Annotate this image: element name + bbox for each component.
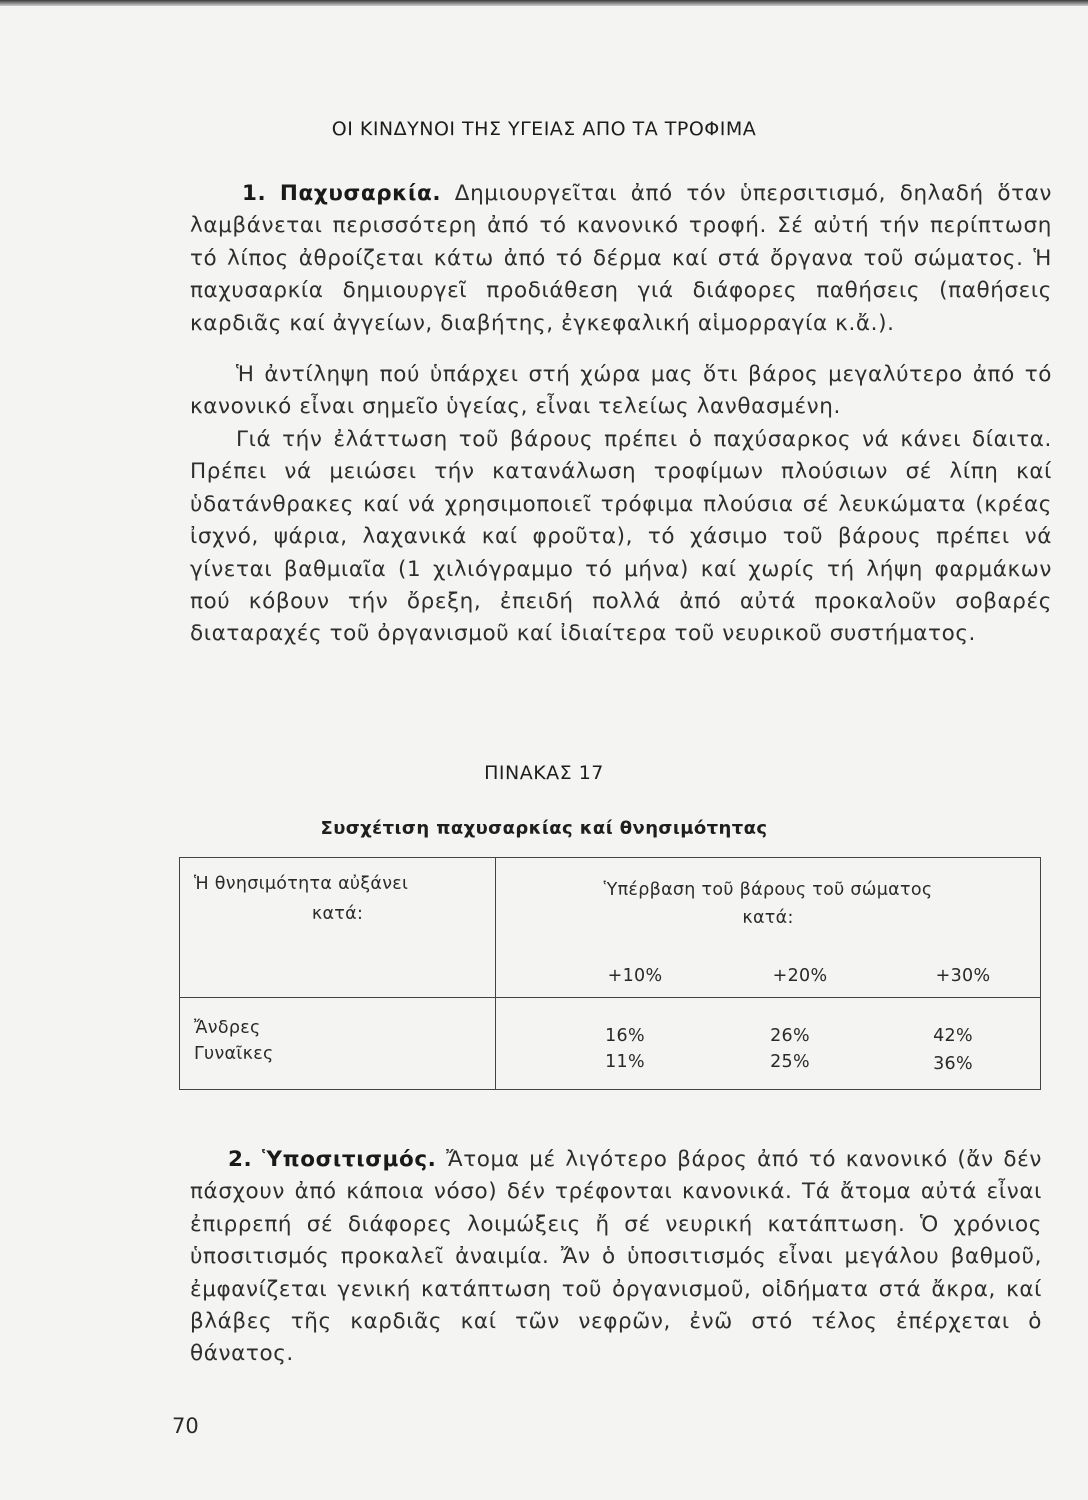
table-column-header: +10% (607, 966, 663, 986)
section-2-body: Ἄτομα μέ λιγότερο βάρος ἀπό τό κανονικό (ἄν δέν πάσχουν ἀπό κάποια νόσο) δέν τρέφονται κανονικά. Τά ἄτομα αὐτά εἶναι ἐπιρρεπή σέ διάφορες λοιμώξεις ἤ σέ νευρική κατάπτωση. Ὁ χρόνιος ὑποσιτισμός προκαλεῖ ἀναιμία. Ἄν ὁ ὑποσιτισμός εἶναι μεγάλου βαθμοῦ, ἐμφανίζεται γενική κατάπτωση τοῦ ὀργανισμοῦ, οἰδήματα στά ἄκρα, καί βλάβες τῆς καρδιᾶς καί τῶν νεφρῶν, ἐνῶ στό τέλος ἐπέρχεται ὁ θάνατος. (190, 1147, 1043, 1367)
table-cell: 11% (605, 1052, 645, 1072)
table-col1-header-line1: Ἡ θνησιμότητα αὐξάνει (194, 874, 409, 894)
table-column-header: +20% (772, 966, 828, 986)
page-number: 70 (172, 1414, 199, 1438)
section-1-paragraph-3: Γιά τήν ἐλάττωση τοῦ βάρους πρέπει ὁ παχύσαρκος νά κάνει δίαιτα. Πρέπει νά μειώσει τήν κατανάλωση τροφίμων πλούσιων σέ λίπη καί ὑδατάνθρακες καί νά χρησιμοποιεῖ τρόφιμα πλούσια σέ λευκώματα (κρέας ἰσχνό, ψάρια, λαχανικά καί φροῦτα), τό χάσιμο τοῦ βάρους πρέπει νά γίνεται βαθμιαῖα (1 χιλιόγραμμο τό μήνα) καί χωρίς τή λήψη φαρμάκων πού κόβουν τήν ὄρεξη, ἐπειδή πολλά ἀπό αὐτά προκαλοῦν σοβαρές διαταραχές τοῦ ὀργανισμοῦ καί ἰδιαίτερα τοῦ νευρικοῦ συστήματος. (190, 427, 1052, 647)
mortality-table (179, 857, 1041, 1090)
table-cell: 36% (933, 1054, 973, 1074)
section-1-paragraph-2: Ἡ ἀντίληψη πού ὑπάρχει στή χώρα μας ὅτι βάρος μεγαλύτερο ἀπό τό κανονικό εἶναι σημεῖο ὑγείας, εἶναι τελείως λανθασμένη. (190, 362, 1052, 420)
page-top-edge (0, 0, 1088, 6)
section-1-number: 1. (242, 181, 267, 206)
section-1-paragraph (190, 178, 1052, 340)
table-row-label: Ἄνδρες (194, 1018, 261, 1038)
table-number: ΠΙΝΑΚΑΣ 17 (484, 762, 604, 784)
table-column-header: +30% (935, 966, 991, 986)
table-col1-header-line2: κατά: (311, 904, 364, 924)
table-group-header-line1: Ὑπέρβαση τοῦ βάρους τοῦ σώματος (603, 880, 933, 900)
section-1-body: Δημιουργεῖται ἀπό τόν ὑπερσιτισμό, δηλαδή ὅταν λαμβάνεται περισσότερη ἀπό τό κανονικό τροφή. Σέ αὐτή τήν περίπτωση τό λίπος ἀθροίζεται κάτω ἀπό τό δέρμα καί στά ὄργανα τοῦ σώματος. Ἡ παχυσαρκία δημιουργεῖ προδιάθεση γιά διάφορες παθήσεις (παθήσεις καρδιᾶς καί ἀγγείων, διαβήτης, ἐγκεφαλική αἱμορραγία κ.ἄ.). (190, 181, 1053, 336)
section-2-paragraph (190, 1144, 1042, 1371)
table-cell: 42% (933, 1026, 973, 1046)
table-header-divider (180, 997, 1040, 998)
table-row-label: Γυναῖκες (194, 1044, 274, 1064)
table-cell: 26% (770, 1026, 810, 1046)
section-2-number: 2. (228, 1147, 253, 1172)
section-1-title: Παχυσαρκία. (279, 181, 442, 206)
table-caption: Συσχέτιση παχυσαρκίας καί θνησιμότητας (320, 818, 768, 839)
section-2-title: Ὑποσιτισμός. (262, 1147, 437, 1172)
page-heading: ΟΙ ΚΙΝΔΥΝΟΙ ΤΗΣ ΥΓΕΙΑΣ ΑΠΟ ΤΑ ΤΡΟΦΙΜΑ (331, 118, 757, 140)
table-cell: 16% (605, 1026, 645, 1046)
table-group-header-line2: κατά: (742, 908, 794, 928)
table-cell: 25% (770, 1052, 810, 1072)
